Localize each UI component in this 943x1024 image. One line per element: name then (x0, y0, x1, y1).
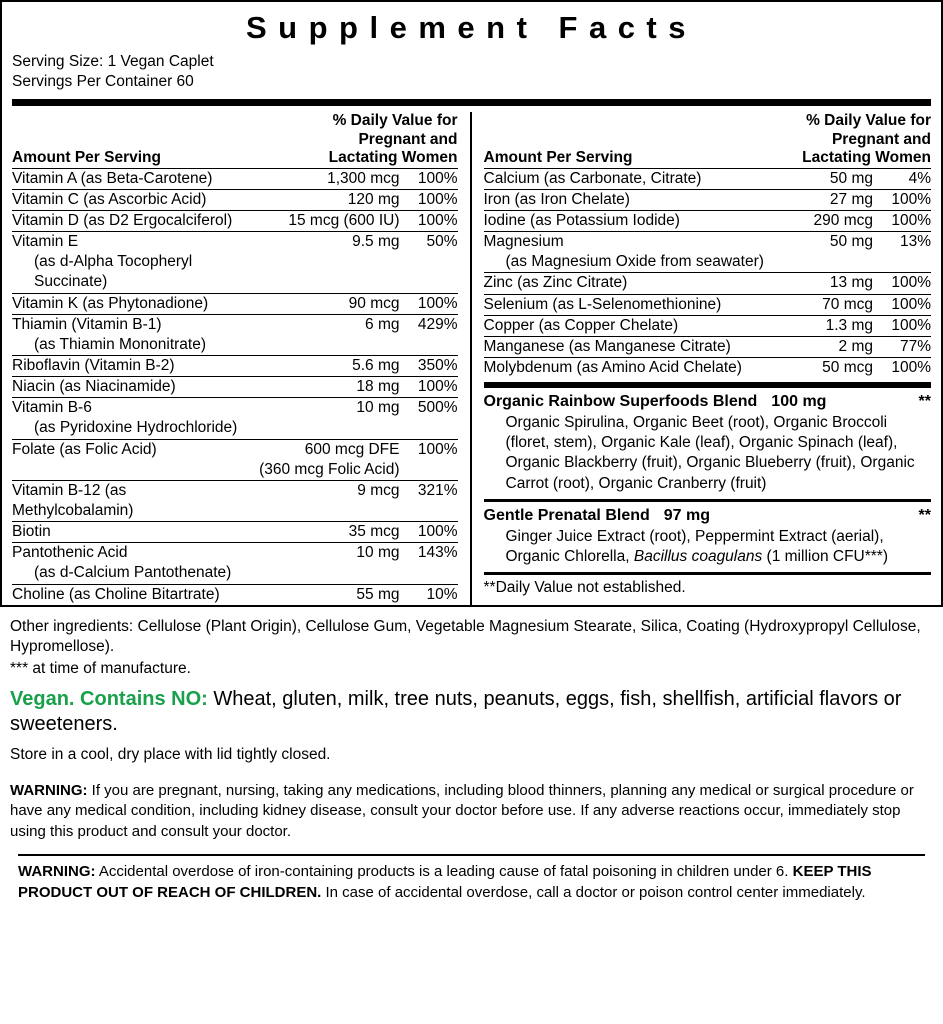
table-row (12, 439, 458, 480)
nutrient-name: Biotin (12, 523, 51, 541)
header-dv-line3: Lactating Women (328, 149, 458, 167)
nutrient-name-sub: (as Pyridoxine Hydrochloride) (34, 419, 238, 437)
nutrient-dv: 13% (873, 232, 931, 273)
blend-amount: 100 mg (771, 393, 827, 411)
table-row (484, 232, 932, 273)
nutrient-dv: 50% (400, 232, 458, 293)
blend-ingredients-part2: (1 million CFU***) (762, 547, 888, 565)
nutrient-dv: 10% (400, 584, 458, 605)
nutrient-name: Niacin (as Niacinamide) (12, 378, 176, 396)
nutrient-amount: 50 mcg (794, 357, 873, 378)
vegan-allergen-statement (10, 678, 933, 738)
nutrient-name: Vitamin B-12 (as Methylcobalamin) (12, 481, 134, 519)
table-row (12, 293, 458, 314)
nutrient-name: Vitamin D (as D2 Ergocalciferol) (12, 211, 233, 229)
header-amount-per-serving: Amount Per Serving (12, 149, 161, 167)
nutrient-name-sub: (as Magnesium Oxide from seawater) (505, 253, 764, 271)
nutrient-dv: 143% (400, 543, 458, 584)
footer-text-block (0, 607, 943, 903)
nutrient-amount: 1.3 mg (794, 315, 873, 336)
table-row (12, 480, 458, 521)
table-row (12, 377, 458, 398)
nutrient-amount: 290 mcg (794, 210, 873, 231)
general-warning-label: WARNING: (10, 782, 88, 800)
table-row (12, 232, 458, 293)
blend-organic-rainbow-superfoods (484, 382, 932, 499)
nutrient-amount: 9.5 mg (251, 232, 399, 293)
table-row (12, 210, 458, 231)
nutrient-name: Vitamin E (12, 233, 79, 251)
nutrient-amount: 2 mg (794, 336, 873, 357)
nutrient-amount: 5.6 mg (251, 355, 399, 376)
table-row (12, 314, 458, 355)
table-row (12, 168, 458, 189)
iron-warning-box (18, 854, 925, 903)
blend-ingredient-species: Bacillus coagulans (633, 547, 763, 565)
nutrient-dv: 100% (400, 377, 458, 398)
blend-ingredients-part1: Ginger Juice Extract (root), Peppermint Extract (aerial), Organic Chlorella, (505, 527, 884, 565)
servings-per-container: Servings Per Container 60 (12, 73, 194, 91)
nutrient-name-sub: (as Thiamin Mononitrate) (34, 335, 207, 353)
table-row (12, 189, 458, 210)
nutrient-amount: 600 mcg DFE (304, 440, 400, 458)
header-dv-line1: % Daily Value for (332, 111, 458, 129)
header-dv-line3: Lactating Women (802, 149, 931, 167)
general-warning (10, 764, 933, 842)
nutrient-amount: 55 mg (251, 584, 399, 605)
nutrient-column-right (472, 112, 932, 605)
nutrient-name: Riboflavin (Vitamin B-2) (12, 356, 175, 374)
nutrient-name: Pantothenic Acid (12, 544, 128, 562)
nutrient-dv: 100% (873, 189, 931, 210)
blend-amount: 97 mg (663, 506, 711, 524)
nutrient-amount: 1,300 mcg (251, 168, 399, 189)
header-dv-line1: % Daily Value for (806, 111, 931, 129)
nutrient-dv: 100% (873, 294, 931, 315)
table-row (12, 398, 458, 439)
general-warning-text: If you are pregnant, nursing, taking any medications, including blood thinners, planning any medical or surgical procedure or have any medical condition, including kidney disease, consult your doctor before use. If any adverse reactions occur, immediately stop using this product and consult your doctor. (10, 782, 914, 840)
nutrient-columns (2, 112, 941, 605)
header-dv-line2: Pregnant and (358, 130, 458, 148)
iron-warning-text2: In case of accidental overdose, call a doctor or poison control center immediately. (321, 883, 866, 901)
nutrient-amount-sub: (360 mcg Folic Acid) (259, 460, 400, 478)
nutrient-dv: 100% (400, 522, 458, 543)
nutrient-dv: 100% (400, 439, 458, 480)
daily-value-footnote: **Daily Value not established. (484, 572, 932, 601)
vegan-text: Wheat, gluten, milk, tree nuts, peanuts, eggs, fish, shellfish, artificial flavors or sweeteners. (10, 687, 902, 736)
nutrient-name: Folate (as Folic Acid) (12, 440, 157, 458)
other-ingredients: Other ingredients: Cellulose (Plant Origin), Cellulose Gum, Vegetable Magnesium Stearate, Silica, Coating (Hydroxypropyl Cellulose, Hypromellose). (10, 617, 921, 656)
table-row (484, 189, 932, 210)
table-row (484, 273, 932, 294)
nutrient-name: Calcium (as Carbonate, Citrate) (483, 169, 702, 187)
nutrient-name: Vitamin C (as Ascorbic Acid) (12, 190, 207, 208)
nutrient-amount: 6 mg (251, 314, 399, 355)
nutrient-name-sub: (as d-Alpha Tocopheryl Succinate) (34, 253, 193, 291)
blend-dv: ** (918, 393, 931, 411)
nutrient-dv: 100% (873, 315, 931, 336)
nutrient-amount: 13 mg (794, 273, 873, 294)
table-row (12, 543, 458, 584)
blend-name: Organic Rainbow Superfoods Blend (483, 393, 758, 411)
nutrient-amount: 15 mcg (600 IU) (251, 210, 399, 231)
nutrient-amount: 10 mg (251, 543, 399, 584)
nutrient-column-left (12, 112, 472, 605)
header-amount-per-serving: Amount Per Serving (483, 149, 633, 167)
divider-thick-top (12, 99, 931, 106)
nutrient-name: Thiamin (Vitamin B-1) (12, 315, 162, 333)
nutrient-name: Vitamin K (as Phytonadione) (12, 294, 209, 312)
header-daily-value (251, 112, 457, 168)
serving-info (2, 50, 941, 99)
nutrient-dv: 321% (400, 480, 458, 521)
nutrient-dv: 429% (400, 314, 458, 355)
nutrient-name: Molybdenum (as Amino Acid Chelate) (483, 358, 742, 376)
storage-instructions: Store in a cool, dry place with lid tightly closed. (10, 746, 331, 764)
table-row (12, 355, 458, 376)
vegan-label: Vegan. Contains NO: (10, 687, 208, 710)
nutrient-amount: 120 mg (251, 189, 399, 210)
nutrient-name: Magnesium (483, 233, 564, 251)
blend-name: Gentle Prenatal Blend (483, 506, 650, 524)
nutrient-name: Choline (as Choline Bitartrate) (12, 585, 220, 603)
nutrient-dv: 100% (873, 273, 931, 294)
page-title: Supplement Facts (246, 10, 697, 45)
nutrient-amount: 50 mg (794, 232, 873, 273)
nutrient-amount: 27 mg (794, 189, 873, 210)
nutrient-dv: 100% (400, 189, 458, 210)
iron-warning-keep-out: KEEP THIS PRODUCT OUT OF REACH OF CHILDREN. (18, 863, 872, 901)
nutrient-dv: 77% (873, 336, 931, 357)
nutrient-table-right (484, 112, 932, 378)
nutrient-name: Vitamin B-6 (12, 399, 92, 417)
nutrient-amount: 50 mg (794, 168, 873, 189)
table-row (12, 584, 458, 605)
header-daily-value (794, 112, 931, 168)
blend-gentle-prenatal (484, 499, 932, 572)
nutrient-dv: 100% (873, 210, 931, 231)
nutrient-name: Iron (as Iron Chelate) (483, 190, 630, 208)
blend-ingredients (484, 526, 932, 572)
table-header-left (12, 112, 458, 168)
blend-ingredients: Organic Spirulina, Organic Beet (root), Organic Broccoli (floret, stem), Organic Kale (leaf), Organic Spinach (leaf), Organic Blackberry (fruit), Organic Blueberry (fruit), Organic Carrot (root), Organic Cranberry (fruit) (505, 414, 915, 492)
iron-warning-label: WARNING: (18, 863, 96, 881)
nutrient-amount: 10 mg (251, 398, 399, 439)
nutrient-name-sub: (as d-Calcium Pantothenate) (34, 564, 232, 582)
nutrient-name: Zinc (as Zinc Citrate) (483, 274, 628, 292)
nutrient-dv: 4% (873, 168, 931, 189)
nutrient-dv: 500% (400, 398, 458, 439)
table-row (484, 357, 932, 378)
table-row (484, 294, 932, 315)
table-row (484, 336, 932, 357)
nutrient-dv: 100% (873, 357, 931, 378)
table-row (484, 168, 932, 189)
table-header-right (484, 112, 932, 168)
nutrient-name: Selenium (as L-Selenomethionine) (483, 295, 722, 313)
nutrient-dv: 100% (400, 210, 458, 231)
nutrient-table-left (12, 112, 458, 605)
nutrient-dv: 100% (400, 293, 458, 314)
blend-dv: ** (918, 506, 931, 524)
nutrient-name: Vitamin A (as Beta-Carotene) (12, 169, 213, 187)
nutrient-amount: 90 mcg (251, 293, 399, 314)
nutrient-name: Iodine (as Potassium Iodide) (483, 211, 680, 229)
nutrient-dv: 100% (400, 168, 458, 189)
nutrient-amount: 18 mg (251, 377, 399, 398)
header-dv-line2: Pregnant and (831, 130, 931, 148)
manufacture-note: *** at time of manufacture. (10, 659, 191, 677)
serving-size: Serving Size: 1 Vegan Caplet (12, 53, 214, 70)
nutrient-amount: 35 mcg (251, 522, 399, 543)
nutrient-dv: 350% (400, 355, 458, 376)
nutrient-amount: 70 mcg (794, 294, 873, 315)
table-row (484, 210, 932, 231)
table-row (484, 315, 932, 336)
iron-warning-text1: Accidental overdose of iron-containing products is a leading cause of fatal poisoning in children under 6. (95, 863, 793, 881)
nutrient-name: Manganese (as Manganese Citrate) (483, 337, 731, 355)
nutrient-amount: 9 mcg (251, 480, 399, 521)
table-row (12, 522, 458, 543)
nutrient-name: Copper (as Copper Chelate) (483, 316, 679, 334)
